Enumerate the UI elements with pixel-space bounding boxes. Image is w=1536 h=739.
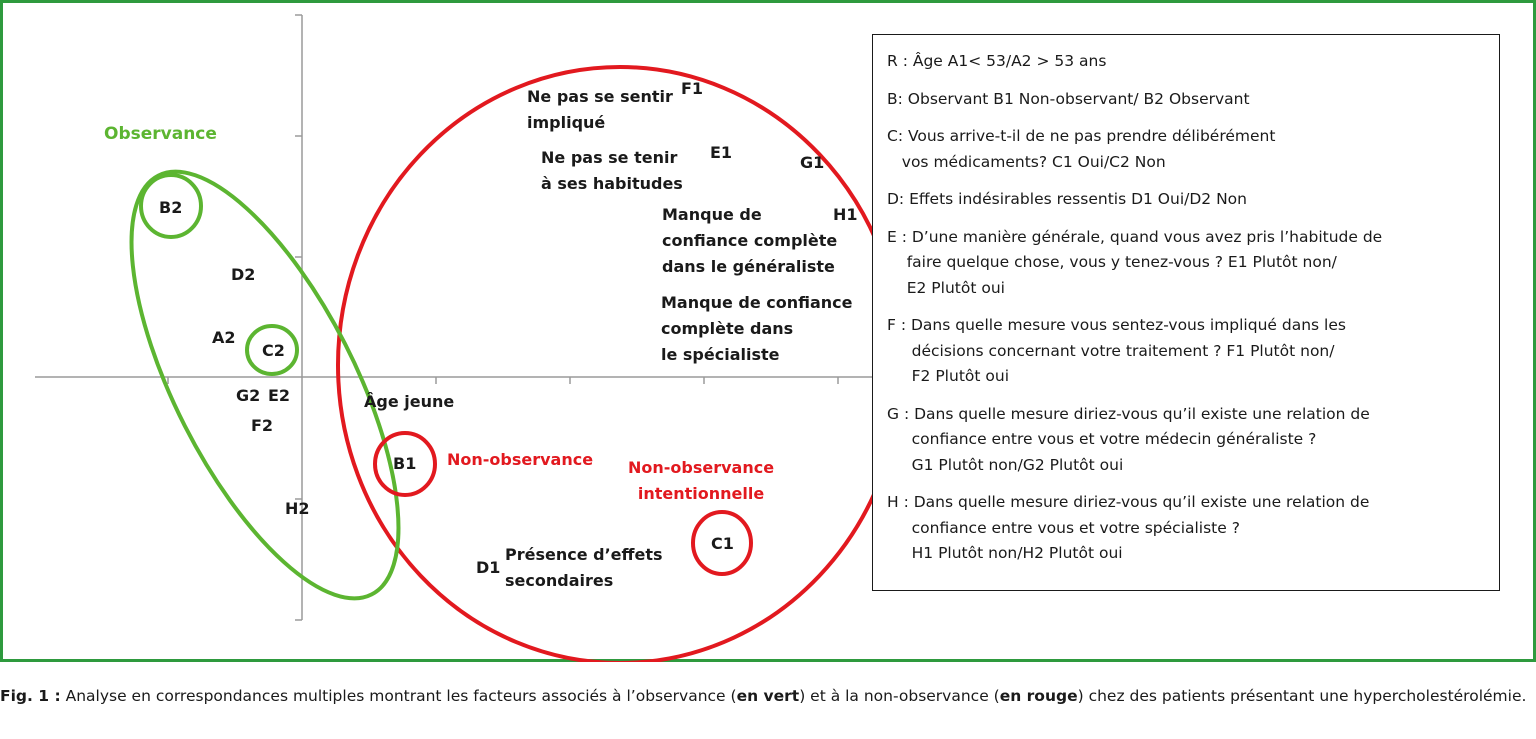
- legend-item-f: [887, 313, 1487, 390]
- legend-item-c: [887, 124, 1487, 175]
- code-g1: G1: [800, 153, 825, 172]
- age-label: Âge jeune: [364, 392, 455, 411]
- code-c2: C2: [262, 341, 285, 360]
- code-f1: F1: [681, 79, 704, 98]
- legend-item-g-text: G : Dans quelle mesure diriez-vous qu’il existe une relation de: [887, 404, 1370, 423]
- code-c1: C1: [711, 534, 734, 553]
- legend-item-c-continuation: vos médicaments? C1 Oui/C2 Non: [887, 152, 1166, 171]
- legend-item-h-text: H : Dans quelle mesure diriez-vous qu’il existe une relation de: [887, 493, 1370, 511]
- legend-item-f-continuation: décisions concernant votre traitement ? F1 Plutôt non/ F2 Plutôt oui: [911, 341, 1335, 385]
- legend-item-r: [887, 49, 1487, 75]
- code-a2: A2: [212, 328, 236, 347]
- legend-item-e-continuation: faire quelque chose, vous y tenez-vous ? E1 Plutôt non/ E2 Plutôt oui: [906, 253, 1337, 297]
- legend-item-c-text: C: Vous arrive-t-il de ne pas prendre délibérément: [887, 127, 1276, 145]
- observance-label: Observance: [104, 124, 217, 144]
- legend-item-h-continuation: confiance entre vous et votre spécialiste ? H1 Plutôt non/H2 Plutôt oui: [911, 518, 1240, 562]
- legend-item-d: [887, 187, 1487, 213]
- legend-item-b: [887, 87, 1487, 113]
- caption-text-1: Analyse en correspondances multiples montrant les facteurs associés à l’observance (: [60, 687, 737, 705]
- caption-text-2: ) et à la non-observance (: [799, 687, 1000, 705]
- factor-g1-text: Manque de confiance complète dans le généraliste: [662, 205, 838, 276]
- code-h1: H1: [833, 205, 858, 224]
- caption-red-term: en rouge: [999, 687, 1078, 705]
- observance-ellipse: [78, 135, 455, 635]
- factor-h1-text: Manque de confiance complète dans le spécialiste: [661, 293, 853, 364]
- legend-item-h: [887, 490, 1487, 567]
- code-h2: H2: [285, 499, 310, 518]
- code-e1: E1: [710, 143, 733, 162]
- legend-item-e: [887, 225, 1487, 302]
- code-d2: D2: [231, 265, 256, 284]
- legend-item-e-text: E : D’une manière générale, quand vous avez pris l’habitude de: [887, 227, 1383, 246]
- legend-item-d-text: D: Effets indésirables ressentis D1 Oui/D2 Non: [887, 190, 1247, 208]
- factor-d1-text: Présence d’effets secondaires: [505, 545, 663, 590]
- figure-caption: [0, 684, 1536, 709]
- non-observance-intentional-label: Non-observance intentionnelle: [628, 458, 775, 503]
- legend-item-g-continuation: confiance entre vous et votre médecin généraliste ? G1 Plutôt non/G2 Plutôt oui: [911, 430, 1317, 474]
- legend-item-r-text: R : Âge A1< 53/A2 > 53 ans: [887, 52, 1107, 70]
- code-b2: B2: [159, 198, 183, 217]
- factor-e1-text: Ne pas se tenir à ses habitudes: [541, 148, 683, 193]
- code-b1: B1: [393, 454, 417, 473]
- code-d1: D1: [476, 558, 501, 577]
- factor-f1-text: Ne pas se sentir impliqué: [527, 87, 673, 132]
- caption-fig-label: Fig. 1 :: [0, 687, 61, 705]
- code-g2: G2: [236, 386, 261, 405]
- legend-item-g: [887, 402, 1487, 479]
- code-e2: E2: [268, 386, 291, 405]
- code-f2: F2: [251, 416, 274, 435]
- legend-item-f-text: F : Dans quelle mesure vous sentez-vous impliqué dans les: [887, 316, 1346, 334]
- caption-text-3: ) chez des patients présentant une hypercholestérolémie.: [1077, 687, 1527, 705]
- legend-item-b-text: B: Observant B1 Non-observant/ B2 Observant: [887, 89, 1250, 108]
- legend-box: [872, 34, 1500, 591]
- non-observance-label: Non-observance: [447, 450, 594, 469]
- caption-green-term: en vert: [736, 687, 800, 705]
